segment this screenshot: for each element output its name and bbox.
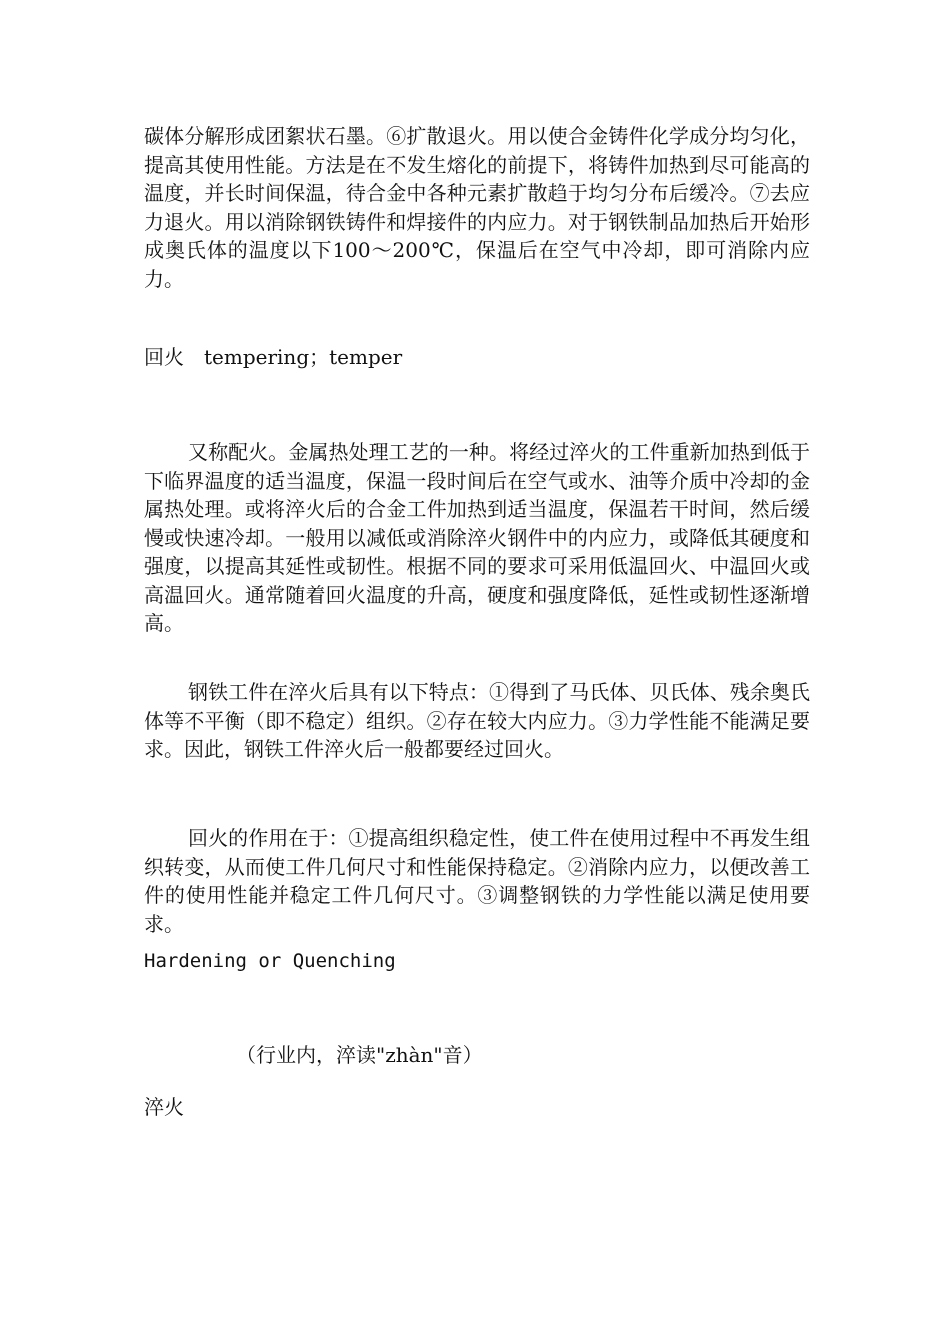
quench-heading: 淬火 bbox=[144, 1095, 184, 1119]
quenched-features-paragraph: 钢铁工件在淬火后具有以下特点：①得到了马氏体、贝氏体、残余奥氏体等不平衡（即不稳定）组织。②存在较大内应力。③力学性能不能满足要求。因此，钢铁工件淬火后一般都要经过回火。 bbox=[144, 680, 810, 761]
tempering-purpose-paragraph: 回火的作用在于：①提高组织稳定性，使工件在使用过程中不再发生组织转变，从而使工件几何尺寸和性能保持稳定。②消除内应力，以便改善工件的使用性能并稳定工件几何尺寸。③调整钢铁的力学性能以满足使用要求。 bbox=[144, 826, 810, 936]
hardening-heading: Hardening or Quenching bbox=[144, 950, 396, 972]
tempering-heading: 回火 tempering；temper bbox=[144, 345, 403, 369]
tempering-definition-paragraph: 又称配火。金属热处理工艺的一种。将经过淬火的工件重新加热到低于下临界温度的适当温度，保温一段时间后在空气或水、油等介质中冷却的金属热处理。或将淬火后的合金工件加热到适当温度，保温若干时间，然后缓慢或快速冷却。一般用以减低或消除淬火钢件中的内应力，或降低其硬度和强度，以提高其延性或韧性。根据不同的要求可采用低温回火、中温回火或高温回火。通常随着回火温度的升高，硬度和强度降低，延性或韧性逐渐增高。 bbox=[144, 440, 810, 635]
pronunciation-note: （行业内，淬读"zhàn"音） bbox=[236, 1043, 483, 1067]
annealing-paragraph-tail: 碳体分解形成团絮状石墨。⑥扩散退火。用以使合金铸件化学成分均匀化，提高其使用性能。方法是在不发生熔化的前提下，将铸件加热到尽可能高的温度，并长时间保温，待合金中各种元素扩散趋于均匀分布后缓冷。⑦去应力退火。用以消除钢铁铸件和焊接件的内应力。对于钢铁制品加热后开始形成奥氏体的温度以下100～200℃，保温后在空气中冷却，即可消除内应力。 bbox=[144, 124, 810, 291]
